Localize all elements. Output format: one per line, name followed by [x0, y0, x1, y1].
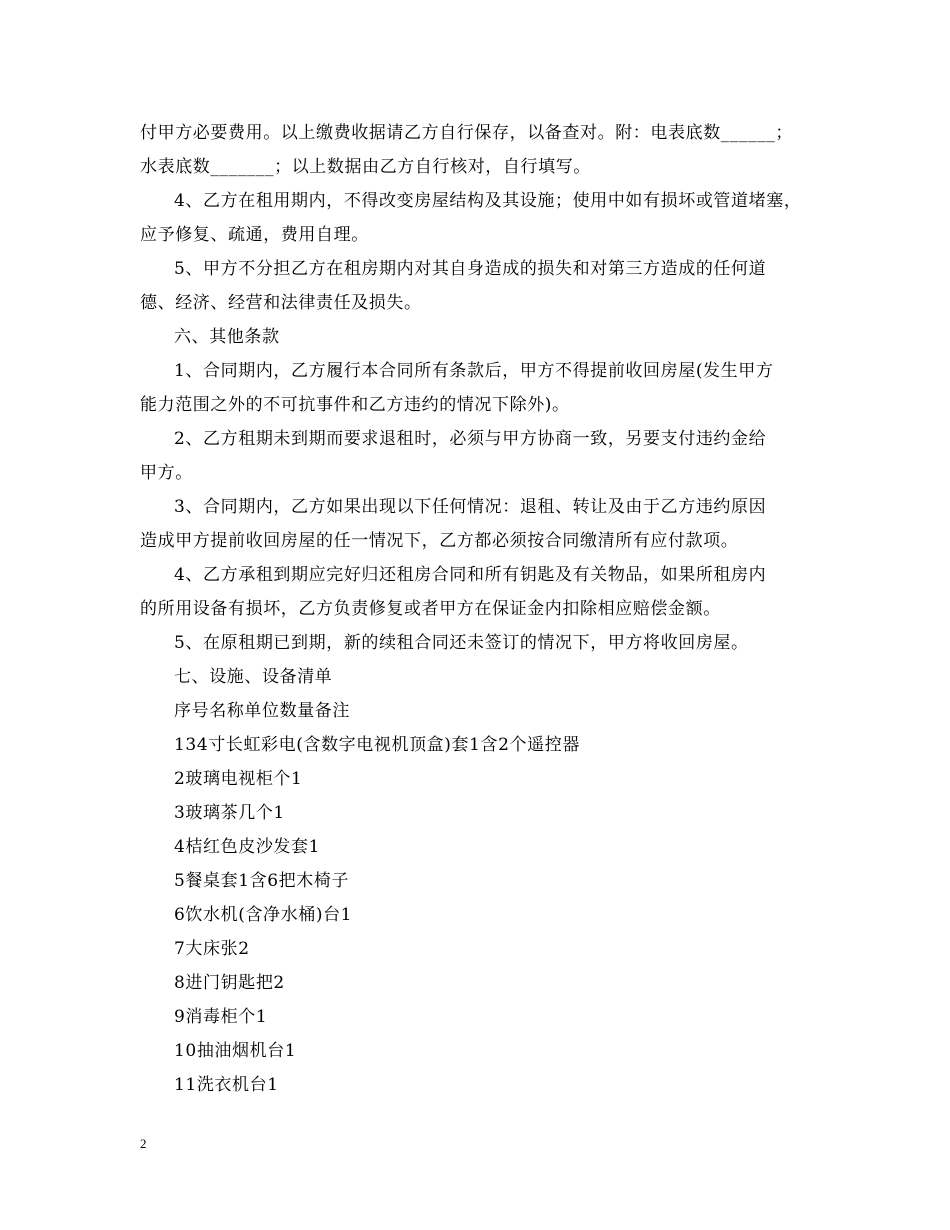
- list-item: 3玻璃茶几个1: [174, 803, 285, 823]
- clause-5: 5、甲方不分担乙方在租房期内对其自身造成的损失和对第三方造成的任何道: [174, 259, 767, 279]
- text-line: 水表底数_______；以上数据由乙方自行核对，自行填写。: [140, 157, 591, 177]
- list-item: 9消毒柜个1: [174, 1007, 268, 1027]
- equipment-list-header: 序号名称单位数量备注: [174, 701, 350, 721]
- text-line: 应予修复、疏通，费用自理。: [140, 225, 369, 245]
- page-number: 2: [140, 1136, 147, 1151]
- list-item: 4桔红色皮沙发套1: [174, 837, 321, 857]
- list-item: 10抽油烟机台1: [174, 1041, 297, 1061]
- section-heading-other-terms: 六、其他条款: [174, 327, 280, 347]
- list-item: 5餐桌套1含6把木椅子: [174, 871, 350, 891]
- clause-5: 5、在原租期已到期，新的续租合同还未签订的情况下，甲方将收回房屋。: [174, 633, 749, 653]
- clause-4: 4、乙方承租到期应完好归还租房合同和所有钥匙及有关物品，如果所租房内: [174, 565, 767, 585]
- list-item: 134寸长虹彩电(含数字电视机顶盒)套1含2个遥控器: [174, 735, 580, 755]
- clause-4: 4、乙方在租用期内，不得改变房屋结构及其设施；使用中如有损坏或管道堵塞，: [174, 191, 802, 211]
- list-item: 7大床张2: [174, 939, 250, 959]
- text-line: 付甲方必要费用。以上缴费收据请乙方自行保存，以备查对。附：电表底数______；: [140, 123, 793, 143]
- list-item: 8进门钥匙把2: [174, 973, 285, 993]
- text-line: 造成甲方提前收回房屋的任一情况下，乙方都必须按合同缴清所有应付款项。: [140, 531, 739, 551]
- clause-1: 1、合同期内，乙方履行本合同所有条款后，甲方不得提前收回房屋(发生甲方: [174, 361, 774, 381]
- clause-2: 2、乙方租期未到期而要求退租时，必须与甲方协商一致，另要支付违约金给: [174, 429, 767, 449]
- list-item: 6饮水机(含净水桶)台1: [174, 905, 353, 925]
- document-body: [140, 116, 840, 1102]
- text-line: 德、经济、经营和法律责任及损失。: [140, 293, 422, 313]
- text-line: 甲方。: [140, 463, 193, 483]
- list-item: 2玻璃电视柜个1: [174, 769, 303, 789]
- text-line: 的所用设备有损坏，乙方负责修复或者甲方在保证金内扣除相应赔偿金额。: [140, 599, 721, 619]
- section-heading-equipment-list: 七、设施、设备清单: [174, 667, 333, 687]
- list-item: 11洗衣机台1: [174, 1075, 279, 1095]
- text-line: 能力范围之外的不可抗事件和乙方违约的情况下除外)。: [140, 395, 570, 415]
- clause-3: 3、合同期内，乙方如果出现以下任何情况：退租、转让及由于乙方违约原因: [174, 497, 767, 517]
